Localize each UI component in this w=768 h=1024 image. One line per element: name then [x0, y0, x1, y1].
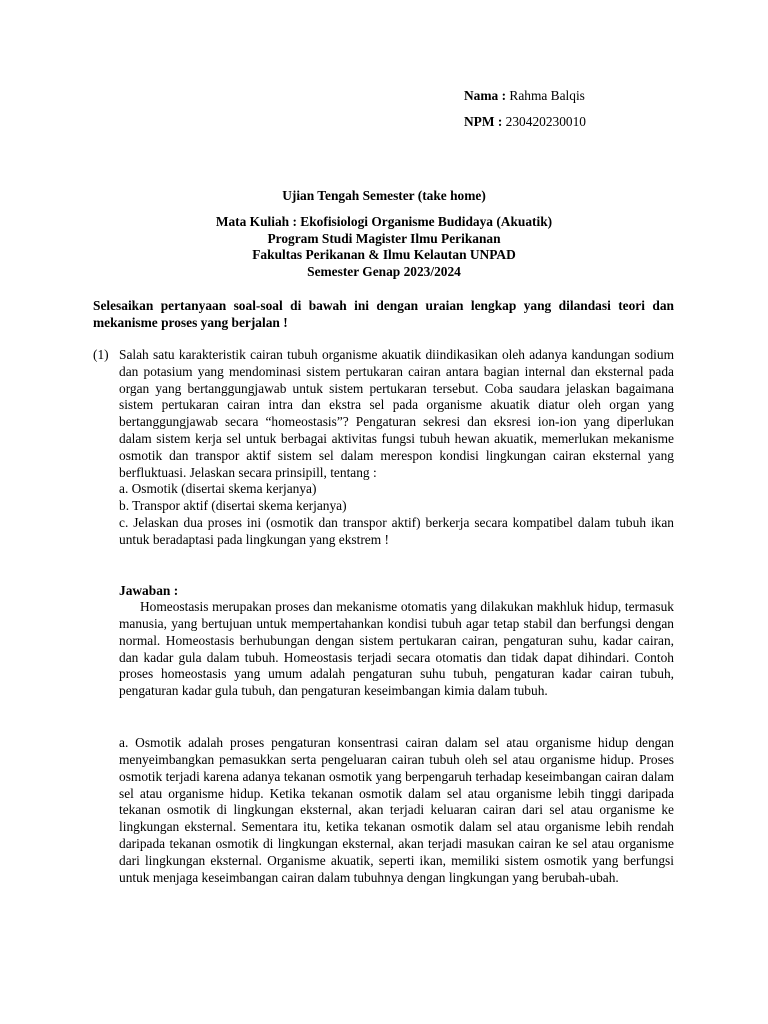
answer-title: Jawaban :: [119, 583, 179, 598]
name-label: Nama :: [464, 88, 507, 103]
faculty-name: Fakultas Perikanan & Ilmu Kelautan UNPAD: [252, 247, 516, 262]
answer-intro-paragraph: Homeostasis merupakan proses dan mekanisme otomatis yang dilakukan makhluk hidup, termasuk manusia, yang bertujuan untuk mempertahankan kondisi tubuh agar tetap stabil dan berfungsi dengan normal. Homeostasis berhubungan dengan sistem pertukaran cairan, pengaturan suhu, kadar cairan, dan kadar gula dalam tubuh. Homeostasis terjadi secara otomatis dan tidak dapat dihindari. Contoh proses homeostasis yang umum adalah pengaturan suhu tubuh, pengaturan kadar cairan tubuh, pengaturan kadar gula tubuh, dan pengaturan keseimbangan kimia dalam tubuh.: [119, 599, 674, 699]
question-sub-a: a. Osmotik (disertai skema kerjanya): [119, 481, 317, 497]
npm-row: [464, 113, 744, 139]
name-value: Rahma Balqis: [509, 88, 585, 103]
question-sub-c: c. Jelaskan dua proses ini (osmotik dan transpor aktif) berkerja secara kompatibel dalam tubuh ikan untuk beradaptasi pada lingkungan yang ekstrem !: [119, 514, 674, 547]
exam-instruction: Selesaikan pertanyaan soal-soal di bawah ini dengan uraian lengkap yang dilandasi teori dan mekanisme proses yang berjalan !: [93, 298, 674, 330]
student-identity: [464, 87, 744, 139]
question-sub-b: b. Transpor aktif (disertai skema kerjanya): [119, 498, 347, 514]
npm-value: 230420230010: [505, 114, 586, 129]
exam-title: Ujian Tengah Semester (take home): [282, 188, 486, 203]
course-heading: [94, 214, 674, 280]
name-row: [464, 87, 744, 113]
question-body: Salah satu karakteristik cairan tubuh organisme akuatik diindikasikan oleh adanya kandungan sodium dan potasium yang mendominasi sistem pertukaran cairan antara bagian internal dan eksternal pada organ yang bertanggungjawab untuk sistem pertukaran tersebut. Coba saudara jelaskan bagaimana sistem pertukaran cairan intra dan ekstra sel pada organisme akuatik diatur oleh organ yang bertanggungjawab secara “homeostasis”? Pengaturan sekresi dan eksresi ion-ion yang diperlukan dalam sistem kerja sel untuk berbagai aktivitas fungsi tubuh hewan akuatik, memerlukan mekanisme osmotik dan transpor aktif sistem sel dalam merespon kondisi lingkungan cairan eksternal yang berfluktuasi. Jelaskan secara prinsipill, tentang :: [119, 347, 674, 480]
npm-label: NPM :: [464, 114, 503, 129]
question-number: (1): [93, 347, 109, 362]
answer-osmotic-paragraph: a. Osmotik adalah proses pengaturan konsentrasi cairan dalam sel atau organisme hidup dengan menyeimbangkan pemasukkan serta pengeluaran cairan tubuh oleh sel atau organisme hidup. Proses osmotik terjadi karena adanya tekanan osmotik yang berpengaruh terhadap keseimbangan cairan dalam sel atau organisme hidup. Ketika tekanan osmotik dalam sel atau organisme lebih tinggi daripada tekanan osmotik di lingkungan eksternal, akan terjadi keluaran cairan dari sel atau organisme ke lingkungan eksternal. Sementara itu, ketika tekanan osmotik dalam sel atau organisme lebih rendah daripada tekanan osmotik di lingkungan eksternal, akan terjadi masukan cairan ke sel atau organisme dari lingkungan eksternal. Organisme akuatik, seperti ikan, memiliki sistem osmotik yang berfungsi untuk menjaga keseimbangan cairan dalam tubuhnya dengan lingkungan yang berubah-ubah.: [119, 735, 674, 885]
semester: Semester Genap 2023/2024: [307, 263, 461, 279]
answer-section: [119, 582, 674, 700]
question-text: [119, 347, 674, 549]
course-name: Mata Kuliah : Ekofisiologi Organisme Budidaya (Akuatik): [215, 214, 553, 229]
study-program: Program Studi Magister Ilmu Perikanan: [267, 230, 501, 246]
